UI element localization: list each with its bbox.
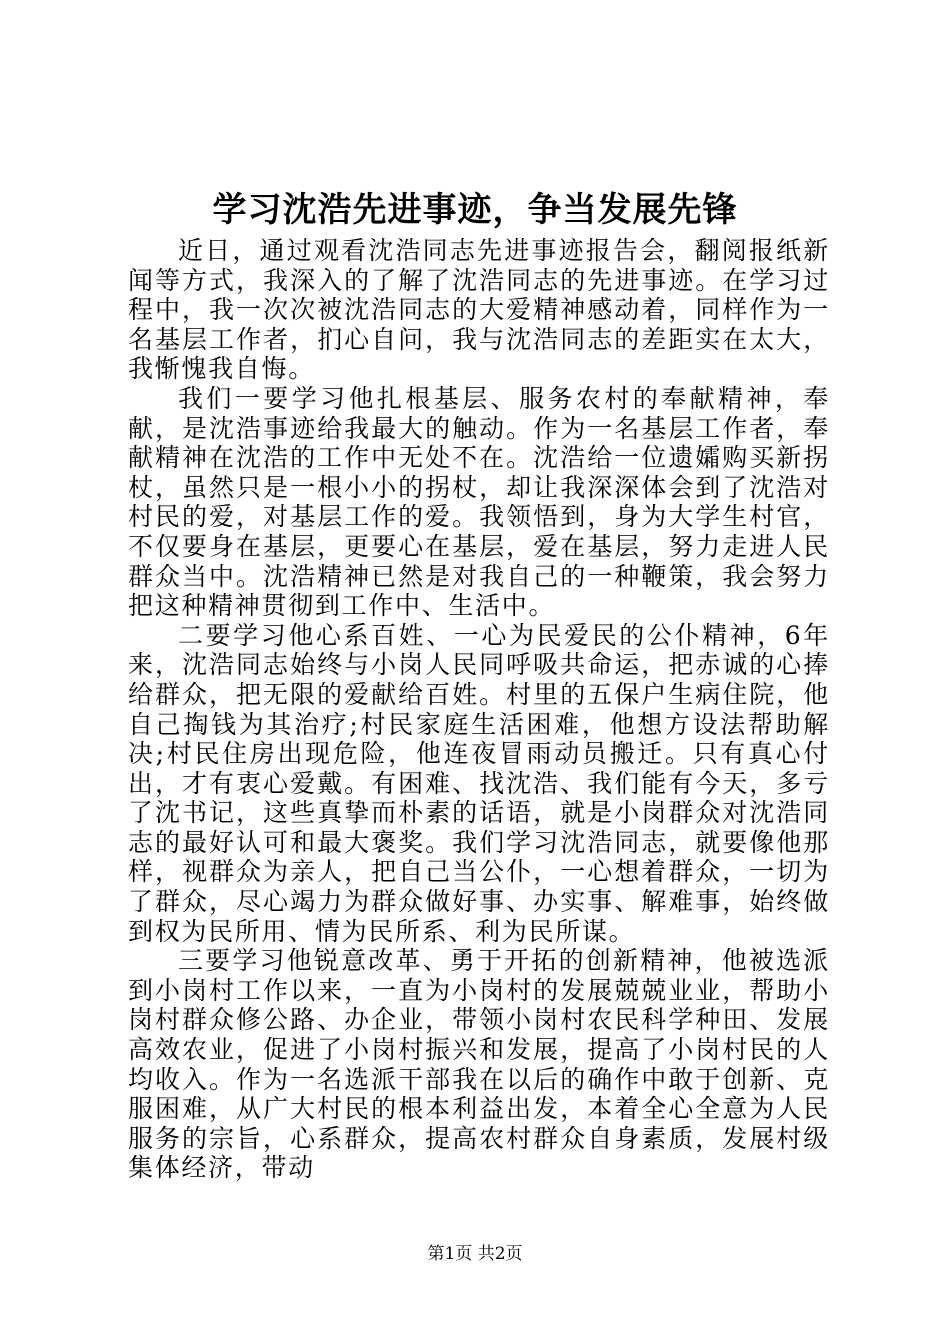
page-number-footer: 第1页 共2页 [427, 1244, 523, 1264]
paragraph-4: 三要学习他锐意改革、勇于开拓的创新精神，他被选派到小岗村工作以来，一直为小岗村的发展兢兢业业，帮助小岗村群众修公路、办企业，带领小岗村农民科学种田、发展高效农业，促进了小岗村振兴和发展，提高了小岗村民的人均收入。作为一名选派干部我在以后的确作中敢于创新、克服困难，从广大村民的根本利益出发，本着全心全意为人民服务的宗旨，心系群众，提高农村群众自身素质，发展村级集体经济，带动 [128, 946, 830, 1183]
paragraph-2: 我们一要学习他扎根基层、服务农村的奉献精神，奉献，是沈浩事迹给我最大的触动。作为一名基层工作者，奉献精神在沈浩的工作中无处不在。沈浩给一位遗孀购买新拐杖，虽然只是一根小小的拐杖，却让我深深体会到了沈浩对村民的爱，对基层工作的爱。我领悟到，身为大学生村官，不仅要身在基层，更要心在基层，爱在基层，努力走进人民群众当中。沈浩精神已然是对我自己的一种鞭策，我会努力把这种精神贯彻到工作中、生活中。 [128, 383, 830, 621]
document-body [128, 236, 830, 1183]
document-title: 学习沈浩先进事迹，争当发展先锋 [212, 190, 738, 230]
paragraph-3: 二要学习他心系百姓、一心为民爱民的公仆精神，6年来，沈浩同志始终与小岗人民同呼吸共命运，把赤诚的心捧给群众，把无限的爱献给百姓。村里的五保户生病住院，他自己掏钱为其治疗;村民家庭生活困难，他想方设法帮助解决;村民住房出现危险，他连夜冒雨动员搬迁。只有真心付出，才有衷心爱戴。有困难、找沈浩、我们能有今天，多亏了沈书记，这些真挚而朴素的话语，就是小岗群众对沈浩同志的最好认可和最大褒奖。我们学习沈浩同志，就要像他那样，视群众为亲人，把自己当公仆，一心想着群众，一切为了群众，尽心竭力为群众做好事、办实事、解难事，始终做到权为民所用、情为民所系、利为民所谋。 [128, 620, 830, 946]
paragraph-1: 近日，通过观看沈浩同志先进事迹报告会，翻阅报纸新闻等方式，我深入的了解了沈浩同志的先进事迹。在学习过程中，我一次次被沈浩同志的大爱精神感动着，同样作为一名基层工作者，扪心自问，我与沈浩同志的差距实在太大，我惭愧我自悔。 [128, 236, 830, 384]
